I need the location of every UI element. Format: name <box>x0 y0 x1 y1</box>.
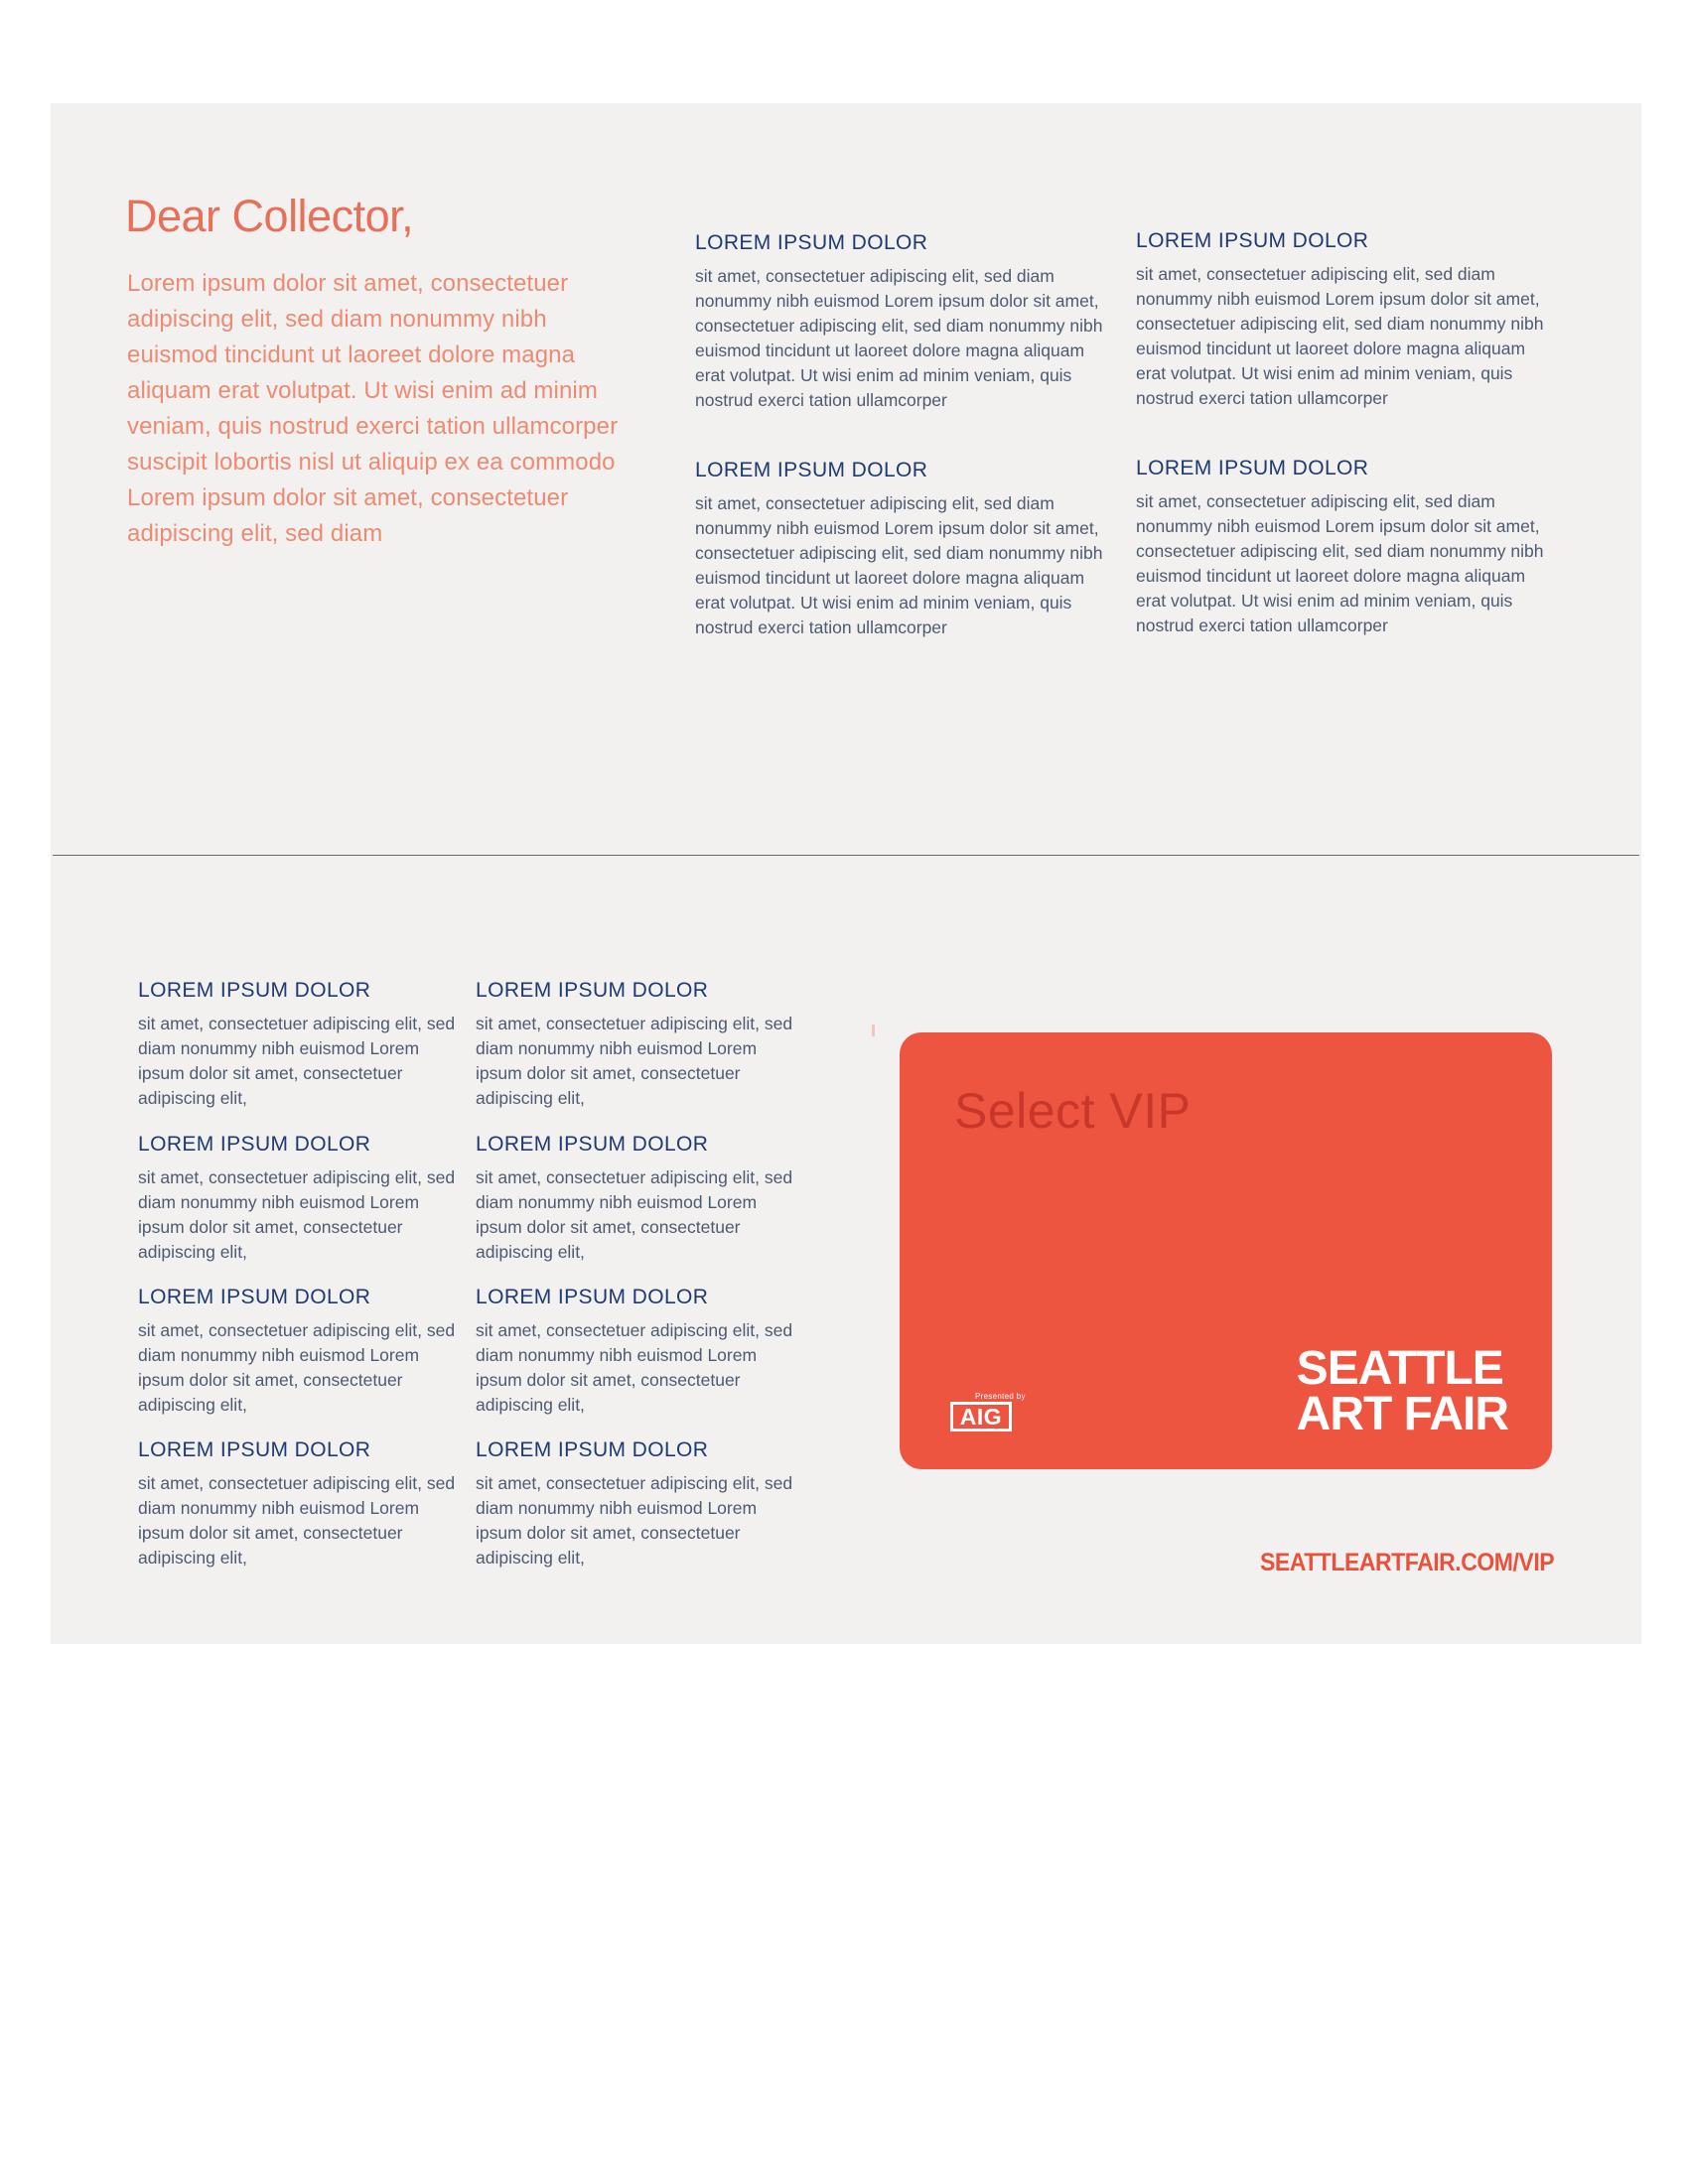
top-section <box>1136 228 1553 411</box>
logo-line-art-fair: ART FAIR <box>1296 1388 1508 1440</box>
section-body: sit amet, consectetuer adipiscing elit, sed diam nonummy nibh euismod Lorem ipsum dolor sit amet, consectetuer adipiscing elit, <box>476 1473 793 1568</box>
aig-logo: AIG <box>950 1402 1012 1432</box>
section-heading: LOREM IPSUM DOLOR <box>476 1438 709 1461</box>
presented-by-label: Presented by <box>975 1392 1026 1401</box>
crop-mark <box>872 1024 875 1036</box>
section-body: sit amet, consectetuer adipiscing elit, sed diam nonummy nibh euismod Lorem ipsum dolor sit amet, consectetuer adipiscing elit, <box>138 1473 456 1568</box>
bottom-section <box>138 978 456 1111</box>
bottom-section <box>138 1132 456 1265</box>
section-heading: LOREM IPSUM DOLOR <box>138 1133 371 1156</box>
top-section <box>1136 456 1553 638</box>
seattle-art-fair-logo <box>1296 1342 1508 1440</box>
letter-salutation: Dear Collector, <box>125 191 414 241</box>
section-heading: LOREM IPSUM DOLOR <box>1136 457 1369 479</box>
section-body: sit amet, consectetuer adipiscing elit, sed diam nonummy nibh euismod Lorem ipsum dolor sit amet, consectetuer adipiscing elit, sed diam nonummy nibh euismod tincidunt ut laoreet dolore magna aliquam erat volutpat. Ut wisi enim ad minim veniam, quis nostrud exerci tation ullamcorper <box>1136 264 1544 408</box>
bottom-section <box>476 1285 793 1418</box>
fold-divider <box>53 855 1639 856</box>
bottom-section <box>476 1132 793 1265</box>
top-section <box>695 458 1112 640</box>
section-heading: LOREM IPSUM DOLOR <box>1136 229 1369 252</box>
section-heading: LOREM IPSUM DOLOR <box>138 979 371 1002</box>
section-body: sit amet, consectetuer adipiscing elit, sed diam nonummy nibh euismod Lorem ipsum dolor sit amet, consectetuer adipiscing elit, sed diam nonummy nibh euismod tincidunt ut laoreet dolore magna aliquam erat volutpat. Ut wisi enim ad minim veniam, quis nostrud exerci tation ullamcorper <box>695 493 1103 637</box>
bottom-section <box>138 1285 456 1418</box>
letter-intro: Lorem ipsum dolor sit amet, consectetuer adipiscing elit, sed diam nonummy nibh euismod tincidunt ut laoreet dolore magna aliquam erat volutpat. Ut wisi enim ad minim veniam, quis nostrud exerci tation ullamcorper suscipit lobortis nisl ut aliquip ex ea commodo Lorem ipsum dolor sit amet, consectetuer adipiscing elit, sed diam <box>127 270 619 547</box>
bottom-section <box>138 1437 456 1570</box>
section-body: sit amet, consectetuer adipiscing elit, sed diam nonummy nibh euismod Lorem ipsum dolor sit amet, consectetuer adipiscing elit, sed diam nonummy nibh euismod tincidunt ut laoreet dolore magna aliquam erat volutpat. Ut wisi enim ad minim veniam, quis nostrud exerci tation ullamcorper <box>695 266 1103 410</box>
section-body: sit amet, consectetuer adipiscing elit, sed diam nonummy nibh euismod Lorem ipsum dolor sit amet, consectetuer adipiscing elit, <box>138 1014 456 1108</box>
section-heading: LOREM IPSUM DOLOR <box>138 1286 371 1308</box>
section-body: sit amet, consectetuer adipiscing elit, sed diam nonummy nibh euismod Lorem ipsum dolor sit amet, consectetuer adipiscing elit, <box>138 1167 456 1262</box>
section-body: sit amet, consectetuer adipiscing elit, sed diam nonummy nibh euismod Lorem ipsum dolor sit amet, consectetuer adipiscing elit, sed diam nonummy nibh euismod tincidunt ut laoreet dolore magna aliquam erat volutpat. Ut wisi enim ad minim veniam, quis nostrud exerci tation ullamcorper <box>1136 491 1544 635</box>
section-heading: LOREM IPSUM DOLOR <box>476 1133 709 1156</box>
bottom-section <box>476 1437 793 1570</box>
section-heading: LOREM IPSUM DOLOR <box>695 231 928 254</box>
logo-line-seattle: SEATTLE <box>1296 1342 1503 1395</box>
section-heading: LOREM IPSUM DOLOR <box>476 1286 709 1308</box>
section-heading: LOREM IPSUM DOLOR <box>138 1438 371 1461</box>
bottom-section <box>476 978 793 1111</box>
section-body: sit amet, consectetuer adipiscing elit, sed diam nonummy nibh euismod Lorem ipsum dolor sit amet, consectetuer adipiscing elit, <box>476 1014 793 1108</box>
vip-card <box>900 1032 1552 1469</box>
section-body: sit amet, consectetuer adipiscing elit, sed diam nonummy nibh euismod Lorem ipsum dolor sit amet, consectetuer adipiscing elit, <box>138 1320 456 1415</box>
section-body: sit amet, consectetuer adipiscing elit, sed diam nonummy nibh euismod Lorem ipsum dolor sit amet, consectetuer adipiscing elit, <box>476 1167 793 1262</box>
top-section <box>695 230 1112 413</box>
vip-card-title: Select VIP <box>954 1083 1192 1139</box>
website-link[interactable]: SEATTLEARTFAIR.COM/VIP <box>1260 1549 1555 1576</box>
section-heading: LOREM IPSUM DOLOR <box>695 459 928 481</box>
section-body: sit amet, consectetuer adipiscing elit, sed diam nonummy nibh euismod Lorem ipsum dolor sit amet, consectetuer adipiscing elit, <box>476 1320 793 1415</box>
section-heading: LOREM IPSUM DOLOR <box>476 979 709 1002</box>
